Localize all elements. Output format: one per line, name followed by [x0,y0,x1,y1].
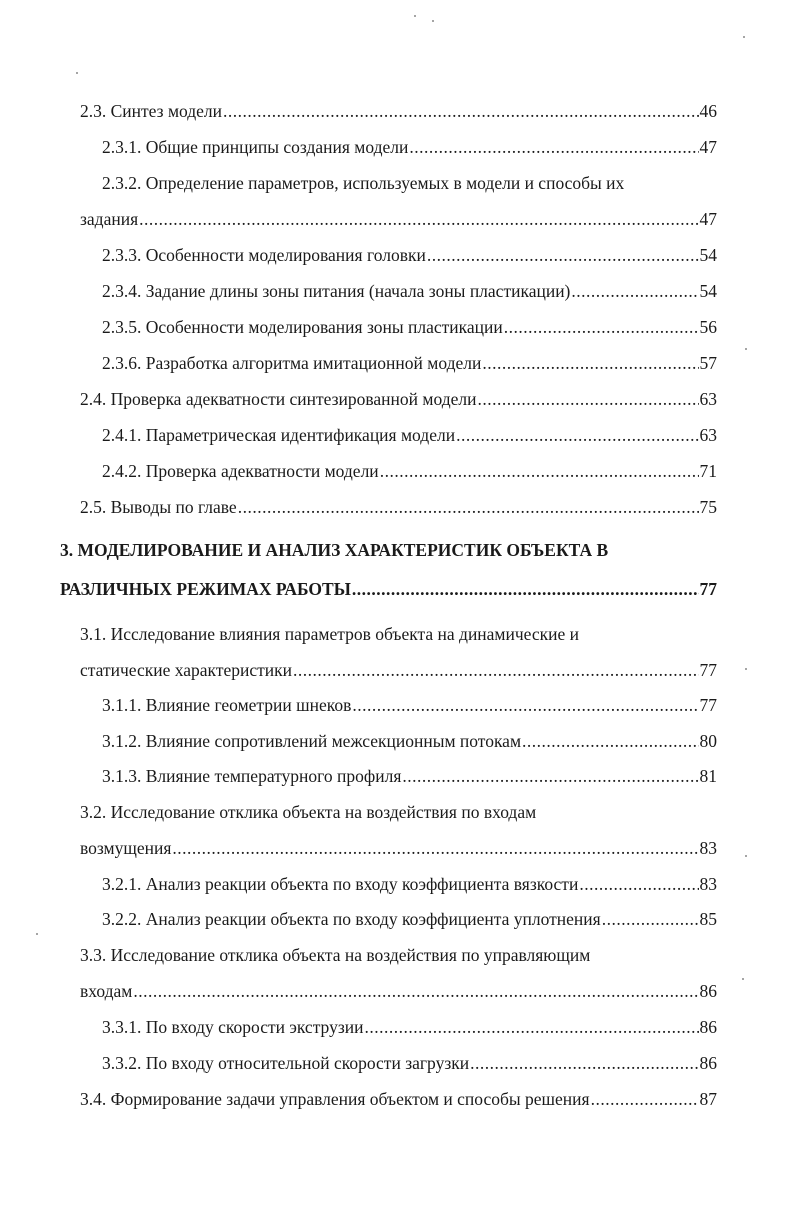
toc-entry-page: 63 [699,389,717,409]
toc-entry-page: 54 [699,245,717,265]
toc-chapter-3-line1 [60,540,717,560]
toc-entry-title: 3.3.2. По входу относительной скорости загрузки [102,1053,470,1073]
scan-speck [742,978,744,980]
toc-entry-2-4-1 [102,425,717,445]
toc-entry-title: 3.1.2. Влияние сопротивлений межсекционным потокам [102,731,522,751]
dot-leader [352,695,698,715]
dot-leader [402,766,698,786]
toc-entry-page: 83 [699,874,717,894]
toc-entry-title: 3.3. Исследование отклика объекта на воздействия по управляющим [80,945,591,965]
toc-entry-page: 77 [699,695,717,715]
scan-speck [432,20,434,22]
dot-leader [522,731,698,751]
toc-entry-title: 2.3.3. Особенности моделирования головки [102,245,426,265]
dot-leader [293,660,699,680]
dot-leader [352,579,699,599]
dot-leader [477,389,698,409]
toc-entry-title: 2.4. Проверка адекватности синтезированной модели [80,389,477,409]
toc-entry-title: 2.5. Выводы по главе [80,497,237,517]
toc-entry-page: 54 [699,281,717,301]
toc-entry-2-4 [80,389,717,409]
toc-entry-title: 3.2.2. Анализ реакции объекта по входу коэффициента уплотнения [102,909,601,929]
toc-entry-2-3-3 [102,245,717,265]
toc-entry-title: 3.4. Формирование задачи управления объектом и способы решения [80,1089,590,1109]
toc-entry-3-3-line1 [80,945,717,965]
toc-chapter-3-line2 [60,579,717,599]
dot-leader [470,1053,698,1073]
toc-entry-title: 2.4.2. Проверка адекватности модели [102,461,379,481]
scan-speck [414,15,416,17]
toc-entry-title: статические характеристики [80,660,292,680]
toc-entry-3-1-2 [102,731,717,751]
toc-entry-3-3-line2 [80,981,717,1001]
dot-leader [504,317,699,337]
toc-entry-title: 2.3.2. Определение параметров, используемых в модели и способы их [102,173,625,193]
dot-leader [456,425,698,445]
dot-leader [571,281,698,301]
toc-entry-title: 2.3.5. Особенности моделирования зоны пластикации [102,317,503,337]
toc-entry-3-3-1 [102,1017,717,1037]
toc-entry-2-5 [80,497,717,517]
toc-entry-title: 2.4.1. Параметрическая идентификация модели [102,425,456,445]
toc-entry-page: 77 [699,660,717,680]
toc-entry-title: 2.3.6. Разработка алгоритма имитационной модели [102,353,482,373]
toc-entry-3-2-line1 [80,802,717,822]
toc-entry-title: 3.1.3. Влияние температурного профиля [102,766,402,786]
toc-entry-page: 80 [699,731,717,751]
dot-leader [482,353,698,373]
toc-entry-2-4-2 [102,461,717,481]
toc-entry-page: 86 [699,981,717,1001]
toc-entry-page: 77 [699,579,717,599]
toc-entry-page: 86 [699,1017,717,1037]
toc-entry-2-3 [80,101,717,121]
toc-entry-title: входам [80,981,133,1001]
toc-entry-title: возмущения [80,838,172,858]
toc-entry-page: 63 [699,425,717,445]
toc-entry-2-3-2-line2 [80,209,717,229]
toc-entry-page: 47 [699,137,717,157]
toc-entry-3-2-2 [102,909,717,929]
scan-speck [745,855,747,857]
dot-leader [172,838,698,858]
dot-leader [591,1089,699,1109]
toc-entry-title: задания [80,209,139,229]
toc-entry-title: 3.2. Исследование отклика объекта на воздействия по входам [80,802,537,822]
toc-entry-2-3-6 [102,353,717,373]
toc-entry-title: 3.1.1. Влияние геометрии шнеков [102,695,352,715]
toc-entry-2-3-2-line1 [102,173,717,193]
dot-leader [364,1017,698,1037]
scan-speck [76,72,78,74]
toc-entry-3-4 [80,1089,717,1109]
dot-leader [427,245,699,265]
dot-leader [133,981,698,1001]
toc-entry-3-1-3 [102,766,717,786]
toc-entry-2-3-1 [102,137,717,157]
toc-entry-3-1-1 [102,695,717,715]
toc-entry-page: 75 [699,497,717,517]
toc-entry-page: 85 [699,909,717,929]
toc-entry-page: 56 [699,317,717,337]
toc-entry-3-3-2 [102,1053,717,1073]
scan-speck [745,668,747,670]
toc-entry-page: 71 [699,461,717,481]
scan-speck [36,933,38,935]
toc-entry-page: 47 [699,209,717,229]
toc-entry-title: 2.3.1. Общие принципы создания модели [102,137,409,157]
toc-entry-3-1-line1 [80,624,717,644]
toc-entry-page: 46 [699,101,717,121]
toc-entry-page: 86 [699,1053,717,1073]
dot-leader [238,497,699,517]
toc-entry-page: 83 [699,838,717,858]
toc-chapter-title: РАЗЛИЧНЫХ РЕЖИМАХ РАБОТЫ [60,579,351,599]
toc-entry-2-3-4 [102,281,717,301]
dot-leader [139,209,698,229]
dot-leader [409,137,698,157]
scan-speck [745,348,747,350]
toc-entry-page: 81 [699,766,717,786]
dot-leader [602,909,699,929]
dot-leader [579,874,698,894]
toc-entry-3-2-line2 [80,838,717,858]
dot-leader [223,101,698,121]
scan-speck [743,36,745,38]
toc-entry-title: 2.3. Синтез модели [80,101,223,121]
toc-entry-title: 3.1. Исследование влияния параметров объекта на динамические и [80,624,580,644]
toc-entry-2-3-5 [102,317,717,337]
toc-chapter-title: 3. МОДЕЛИРОВАНИЕ И АНАЛИЗ ХАРАКТЕРИСТИК ОБЪЕКТА В [60,540,609,560]
toc-entry-title: 3.3.1. По входу скорости экструзии [102,1017,364,1037]
toc-entry-page: 87 [699,1089,717,1109]
toc-entry-3-1-line2 [80,660,717,680]
dot-leader [380,461,699,481]
toc-entry-title: 3.2.1. Анализ реакции объекта по входу коэффициента вязкости [102,874,579,894]
toc-entry-title: 2.3.4. Задание длины зоны питания (начала зоны пластикации) [102,281,571,301]
toc-entry-page: 57 [699,353,717,373]
toc-entry-3-2-1 [102,874,717,894]
